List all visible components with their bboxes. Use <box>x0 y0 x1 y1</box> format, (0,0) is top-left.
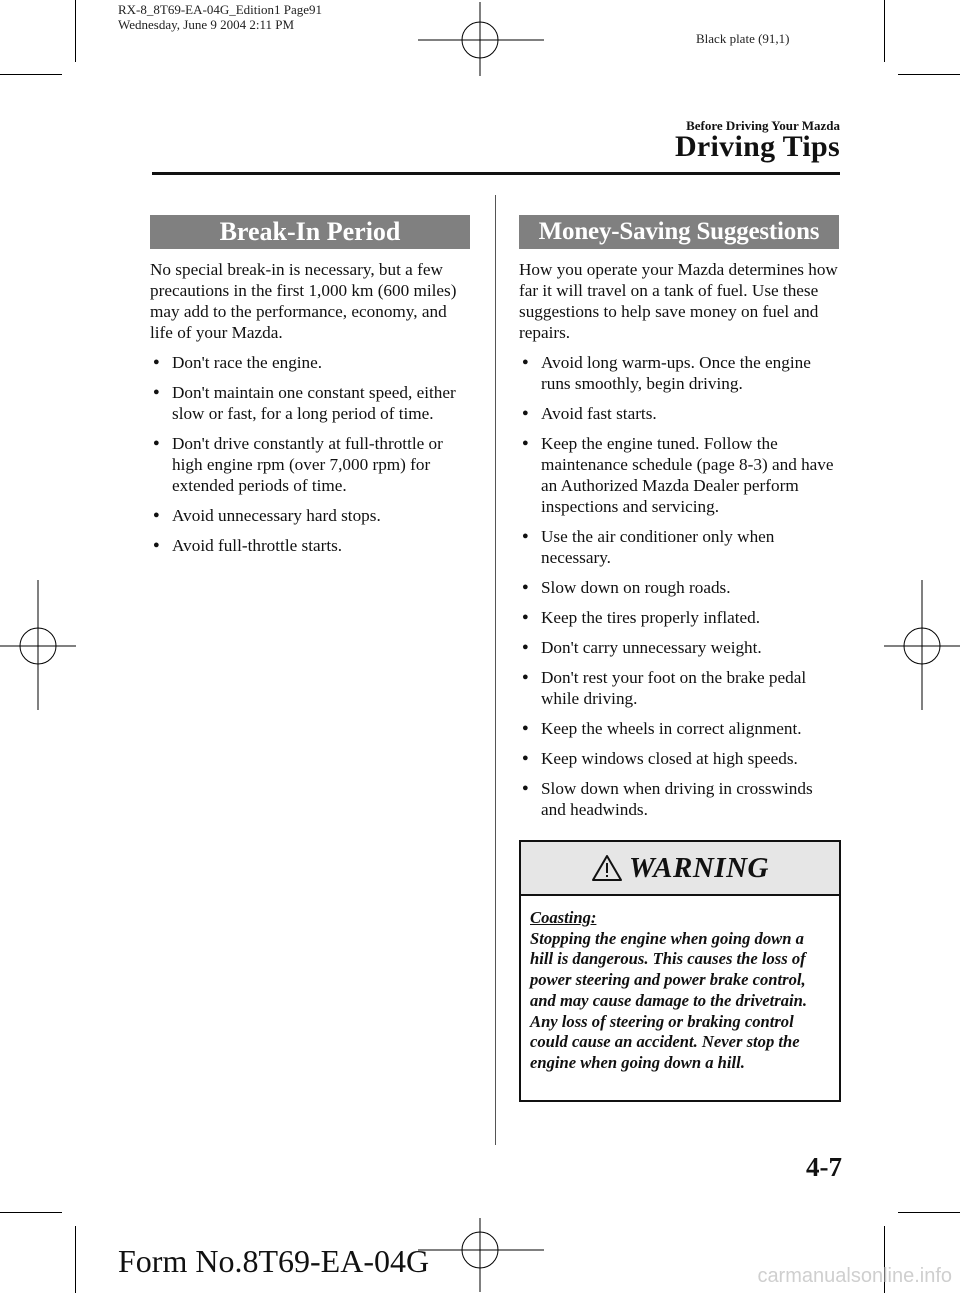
bullet-icon: ● <box>522 407 529 419</box>
bullet-icon: ● <box>522 782 529 794</box>
list-item: ● Keep windows closed at high speeds. <box>522 749 798 768</box>
column-divider <box>495 195 496 1145</box>
money-saving-list <box>519 352 839 820</box>
crosshair-bottom-icon <box>418 1218 544 1292</box>
bullet-icon: ● <box>522 671 529 683</box>
list-item: ● Avoid fast starts. <box>522 404 657 423</box>
warning-subtitle: Coasting: <box>530 908 597 927</box>
break-in-intro: No special break-in is necessary, but a few precautions in the first 1,000 km (600 miles) may add to the performance, economy, and life of your Mazda. <box>150 260 457 342</box>
break-in-heading: Break-In Period <box>150 215 470 249</box>
list-item: ● Don't race the engine. <box>153 353 323 372</box>
watermark: carmanualsonline.info <box>757 1265 952 1287</box>
bullet-icon: ● <box>153 509 160 521</box>
warning-text: Stopping the engine when going down a hill is dangerous. This causes the loss of power steering and power brake control, and may cause damage to the drivetrain. Any loss of steering or braking control could cause an accident. Never stop the engine when going down a hill. <box>530 928 808 1072</box>
crosshair-top-icon <box>418 2 544 76</box>
print-metadata <box>118 2 322 32</box>
warning-title: WARNING <box>629 851 769 884</box>
print-meta-line2: Wednesday, June 9 2004 2:11 PM <box>118 17 295 32</box>
section-label: Before Driving Your Mazda <box>686 118 840 133</box>
bullet-icon: ● <box>522 641 529 653</box>
list-item: ● Slow down when driving in crosswinds and headwinds. <box>522 779 813 819</box>
list-item: ● Avoid unnecessary hard stops. <box>153 506 381 525</box>
list-item: ● Avoid long warm-ups. Once the engine runs smoothly, begin driving. <box>522 353 811 393</box>
break-in-section <box>150 215 470 556</box>
page-number: 4-7 <box>806 1152 842 1182</box>
money-saving-section <box>519 215 839 820</box>
list-item: ● Use the air conditioner only when necessary. <box>522 527 775 567</box>
bullet-icon: ● <box>522 437 529 449</box>
bullet-icon: ● <box>522 752 529 764</box>
list-item: ● Don't rest your foot on the brake pedal while driving. <box>522 668 807 708</box>
bullet-icon: ● <box>522 581 529 593</box>
warning-body <box>521 896 839 1074</box>
bullet-icon: ● <box>522 356 529 368</box>
break-in-list <box>150 352 470 556</box>
bullet-icon: ● <box>153 356 160 368</box>
bullet-icon: ● <box>522 611 529 623</box>
list-item: ● Don't maintain one constant speed, either slow or fast, for a long period of time. <box>153 383 456 423</box>
bullet-icon: ● <box>153 386 160 398</box>
bullet-icon: ● <box>153 539 160 551</box>
print-meta-line1: RX-8_8T69-EA-04G_Edition1 Page91 <box>118 2 323 17</box>
crosshair-left-icon <box>0 580 76 710</box>
list-item: ● Keep the tires properly inflated. <box>522 608 761 627</box>
warning-triangle-icon <box>591 854 623 882</box>
money-saving-heading: Money-Saving Suggestions <box>519 215 839 249</box>
warning-header <box>521 842 839 896</box>
bullet-icon: ● <box>153 437 160 449</box>
list-item: ● Keep the engine tuned. Follow the maintenance schedule (page 8-3) and have an Authorized Mazda Dealer perform inspections and servicing. <box>522 434 834 516</box>
bullet-icon: ● <box>522 722 529 734</box>
chapter-title: Driving Tips <box>674 130 840 163</box>
crosshair-right-icon <box>884 580 960 710</box>
money-saving-intro: How you operate your Mazda determines how far it will travel on a tank of fuel. Use these suggestions to help save money on fuel and repairs. <box>519 260 838 342</box>
header-rule <box>152 172 840 175</box>
warning-box <box>519 840 841 1102</box>
list-item: ● Slow down on rough roads. <box>522 578 731 597</box>
form-number: Form No.8T69-EA-04G <box>118 1243 430 1279</box>
list-item: ● Keep the wheels in correct alignment. <box>522 719 802 738</box>
list-item: ● Don't drive constantly at full-throttle or high engine rpm (over 7,000 rpm) for extended periods of time. <box>153 434 443 495</box>
plate-label: Black plate (91,1) <box>696 31 790 46</box>
list-item: ● Don't carry unnecessary weight. <box>522 638 762 657</box>
bullet-icon: ● <box>522 530 529 542</box>
list-item: ● Avoid full-throttle starts. <box>153 536 343 555</box>
